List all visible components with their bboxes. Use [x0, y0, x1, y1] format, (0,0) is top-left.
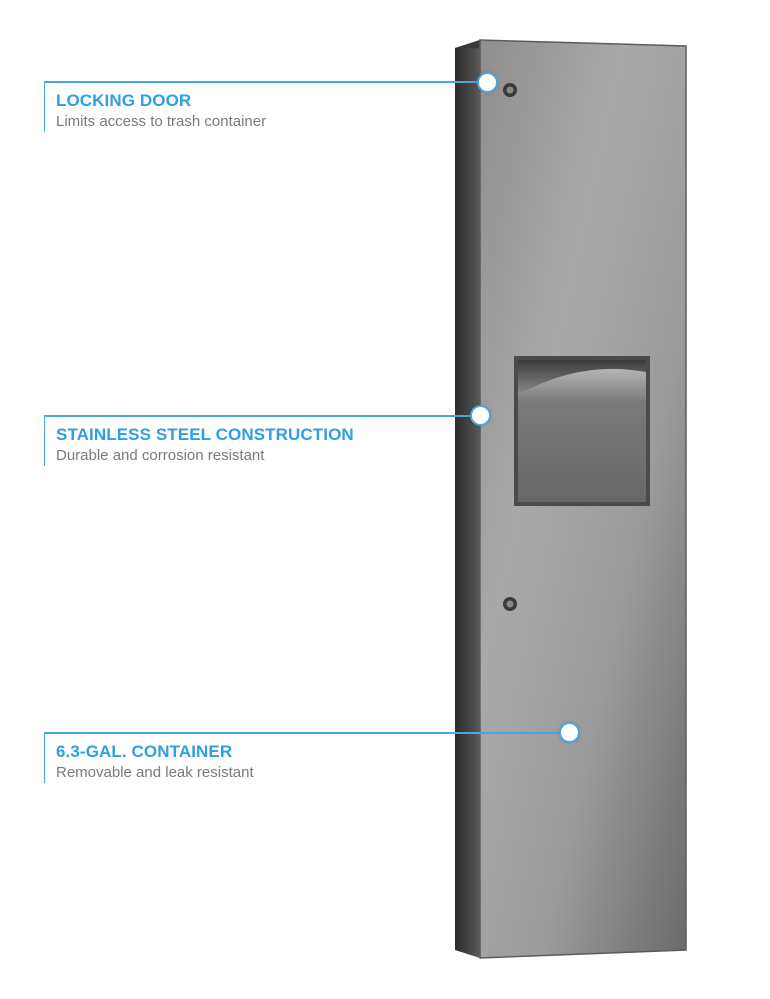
- callout-stainless-steel: [44, 416, 354, 466]
- callout-container: [44, 733, 254, 783]
- callout-title: LOCKING DOOR: [56, 91, 192, 110]
- callout-stainless-marker: [470, 405, 491, 426]
- callout-locking-door: [44, 82, 266, 132]
- callout-locking-door-marker: [477, 72, 498, 93]
- callout-description: Durable and corrosion resistant: [56, 447, 265, 464]
- callout-title: 6.3-GAL. CONTAINER: [56, 742, 233, 761]
- dispenser-side-panel: [455, 40, 480, 958]
- callout-container-marker: [559, 722, 580, 743]
- upper-lock-icon: [503, 83, 517, 97]
- callout-title: STAINLESS STEEL CONSTRUCTION: [56, 425, 354, 444]
- lower-lock-icon: [503, 597, 517, 611]
- callout-description: Removable and leak resistant: [56, 764, 254, 781]
- callout-description: Limits access to trash container: [56, 113, 267, 130]
